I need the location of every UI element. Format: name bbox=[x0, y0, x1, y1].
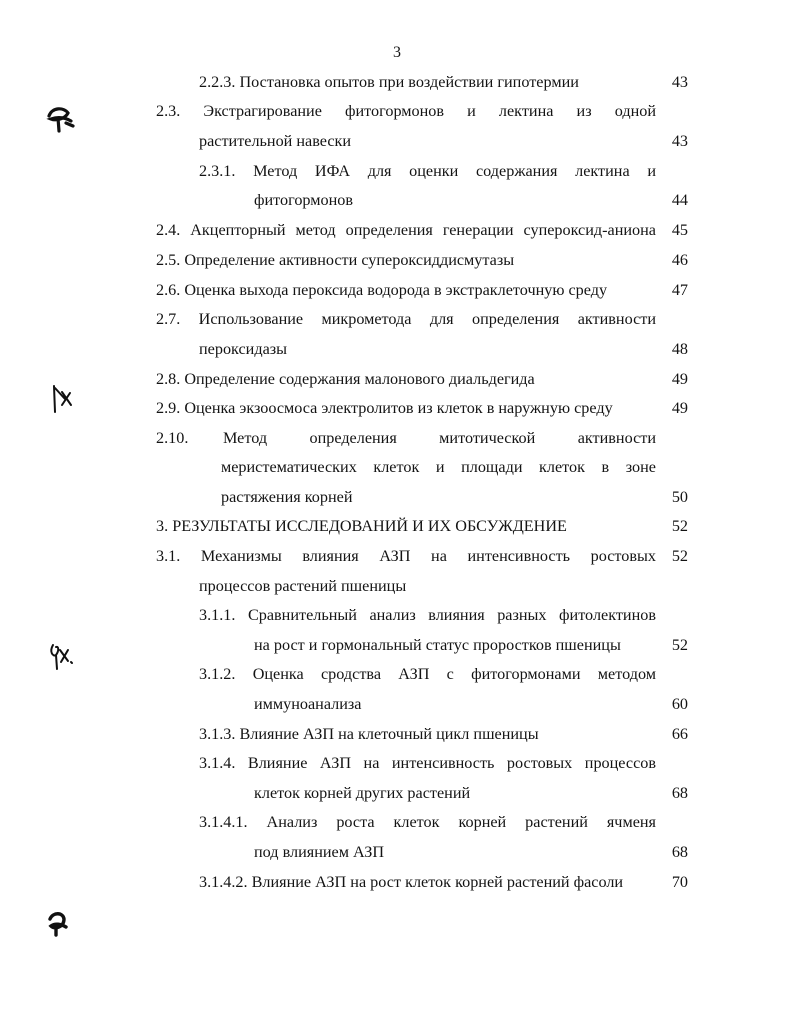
toc-entry-title: 3.1.4. Влияние АЗП на интенсивность ростовых процессов bbox=[199, 754, 656, 772]
toc-entry-title: 2.7. Использование микрометода для определения активности bbox=[156, 310, 656, 328]
toc-entry-page: 44 bbox=[671, 191, 688, 209]
toc-entry-page: 52 bbox=[671, 636, 688, 654]
toc-entry-page: 50 bbox=[671, 488, 688, 506]
toc-entry-page: 60 bbox=[671, 695, 688, 713]
signature-mark bbox=[44, 104, 78, 134]
toc-entry-page: 52 bbox=[671, 517, 688, 535]
toc-entry-page: 43 bbox=[671, 73, 688, 91]
toc-entry-title: 3.1.3. Влияние АЗП на клеточный цикл пшеницы bbox=[199, 725, 539, 743]
toc-entry-title: 2.3.1. Метод ИФА для оценки содержания лектина и bbox=[199, 162, 656, 180]
toc-entry-title: Метод определения митотической активности bbox=[223, 429, 656, 447]
toc-entry-title: 2.8. Определение содержания малонового диальдегида bbox=[156, 370, 535, 388]
toc-entry-title: 3.1.1. Сравнительный анализ влияния разных фитолектинов bbox=[199, 606, 656, 624]
toc-entry-title-continuation: процессов растений пшеницы bbox=[199, 577, 407, 595]
toc-entry-page: 68 bbox=[671, 784, 688, 802]
signature-mark bbox=[48, 383, 78, 415]
toc-entry-page: 48 bbox=[671, 340, 688, 358]
toc-entry-title-continuation: растительной навески bbox=[199, 132, 352, 150]
toc-entry-number: 2.10. bbox=[156, 429, 189, 447]
page-number: 3 bbox=[393, 44, 401, 61]
toc-entry-title-continuation: клеток корней других растений bbox=[254, 784, 471, 802]
toc-entry-page: 47 bbox=[671, 281, 688, 299]
toc-entry-title-continuation: пероксидазы bbox=[199, 340, 288, 358]
toc-entry-title-continuation: на рост и гормональный статус проростков пшеницы bbox=[254, 636, 621, 654]
toc-entry-title: 3.1. Механизмы влияния АЗП на интенсивность ростовых bbox=[156, 547, 656, 565]
toc-entry-page: 68 bbox=[671, 843, 688, 861]
toc-entry-title-continuation: под влиянием АЗП bbox=[254, 843, 385, 861]
toc-entry-page: 70 bbox=[671, 873, 688, 891]
toc-entry-title: 2.2.3. Постановка опытов при воздействии гипотермии bbox=[199, 73, 579, 91]
signature-mark bbox=[44, 641, 78, 673]
toc-entry-page: 52 bbox=[671, 547, 688, 565]
toc-entry-page: 49 bbox=[671, 370, 688, 388]
toc-entry-title: 3.1.4.1. Анализ роста клеток корней растений ячменя bbox=[199, 813, 656, 831]
toc-entry-title: 2.4. Акцепторный метод определения генерации супероксид-аниона bbox=[156, 221, 656, 239]
toc-entry-page: 46 bbox=[671, 251, 688, 269]
toc-entry-title-continuation: меристематических клеток и площади клеток в зоне bbox=[221, 458, 656, 476]
toc-entry-title-continuation: иммуноанализа bbox=[254, 695, 362, 713]
toc-entry-title-continuation: растяжения корней bbox=[221, 488, 353, 506]
toc-entry-title-continuation: фитогормонов bbox=[254, 191, 354, 209]
toc-entry-page: 45 bbox=[671, 221, 688, 239]
toc-entry-page: 49 bbox=[671, 399, 688, 417]
toc-entry-title: 2.3. Экстрагирование фитогормонов и лектина из одной bbox=[156, 102, 656, 120]
signature-mark bbox=[44, 909, 74, 937]
toc-chapter-title: 3. РЕЗУЛЬТАТЫ ИССЛЕДОВАНИЙ И ИХ ОБСУЖДЕНИЕ bbox=[156, 517, 567, 535]
toc-entry-title: 2.6. Оценка выхода пероксида водорода в экстраклеточную среду bbox=[156, 281, 608, 299]
toc-entry-title: 3.1.2. Оценка сродства АЗП с фитогормонами методом bbox=[199, 665, 656, 683]
toc-entry-title: 3.1.4.2. Влияние АЗП на рост клеток корней растений фасоли bbox=[199, 873, 624, 891]
toc-entry-page: 43 bbox=[671, 132, 688, 150]
toc-entry-page: 66 bbox=[671, 725, 688, 743]
toc-entry-title: 2.5. Определение активности супероксиддисмутазы bbox=[156, 251, 515, 269]
toc-entry-title: 2.9. Оценка экзоосмоса электролитов из клеток в наружную среду bbox=[156, 399, 613, 417]
